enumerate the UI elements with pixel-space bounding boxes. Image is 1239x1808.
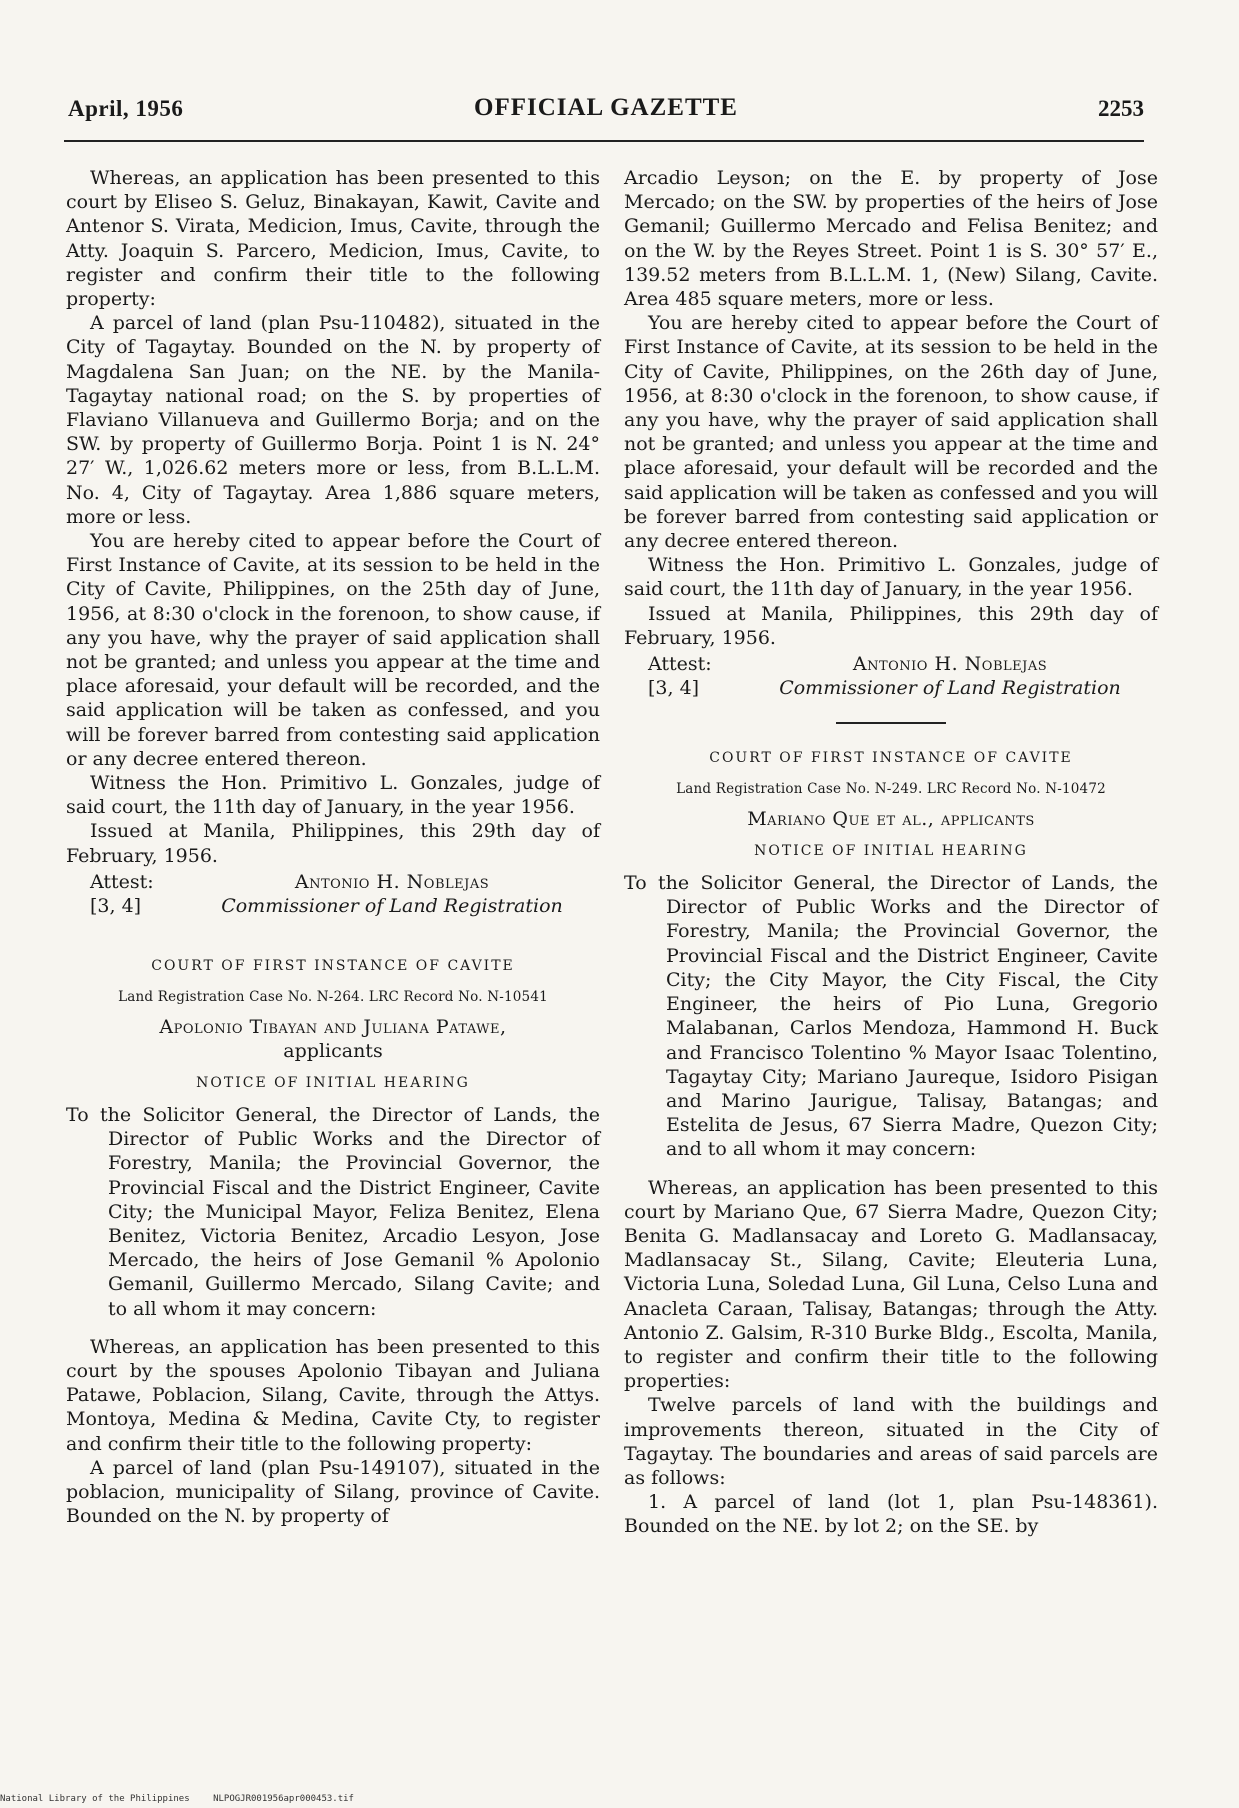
paragraph: 1. A parcel of land (lot 1, plan Psu-148361). Bounded on the NE. by lot 2; on the SE. by [624,1491,1158,1538]
paragraph: Witness the Hon. Primitivo L. Gonzales, judge of said court, the 11th day of January, in the year 1956. [66,772,600,819]
paragraph: You are hereby cited to appear before the Court of First Instance of Cavite, at its session to be held in the City of Cavite, Philippines, on the 26th day of June, 1956, at 8:30 o'clock in the forenoon, to show cause, if any you have, why the prayer of said application shall not be granted; and unless you appear at the time and place aforesaid, your default will be recorded and the said application will be taken as confessed and you will be forever barred from contesting said application or any decree entered thereon. [624,312,1158,553]
footer-library: National Library of the Philippines [0,1794,190,1804]
left-column [66,166,600,1528]
applicants-name: Apolonio Tibayan and Juliana Patawe, [159,1015,507,1038]
attest-label: Attest: [90,870,154,893]
notice-heading: NOTICE OF INITIAL HEARING [754,842,1028,859]
header-title: OFFICIAL GAZETTE [474,94,738,121]
paragraph: Issued at Manila, Philippines, this 29th day of February, 1956. [66,820,600,867]
attest-title: Commissioner of Land Registration [221,895,563,918]
paragraph: A parcel of land (plan Psu-149107), situated in the poblacion, municipality of Silang, province of Cavite. Bounded on the N. by property of [66,1456,600,1528]
page-number: 2253 [1098,96,1144,121]
paragraph: Arcadio Leyson; on the E. by property of Jose Mercado; on the SW. by properties of the heirs of Jose Gemanil; Guillermo Mercado and Felisa Benitez; and on the W. by the Reyes Street. Point 1 is S. 30° 57′ E., 139.52 meters from B.L.L.M. 1, (New) Silang, Cavite. Area 485 square meters, more or less. [624,167,1158,311]
attestation [66,870,600,918]
applicants: Mariano Que et al., applicants [747,807,1035,830]
footer-file: NLPOGJR001956apr000453.tif [213,1794,354,1804]
paragraph: You are hereby cited to appear before the Court of First Instance of Cavite, at its session to be held in the City of Cavite, Philippines, on the 25th day of June, 1956, at 8:30 o'clock in the forenoon, to show cause, if any you have, why the prayer of said application shall not be granted; and unless you appear at the time and place aforesaid, your default will be recorded, and the said application will be taken as confessed, and you will be forever barred from contesting said application or any decree entered thereon. [66,530,600,770]
page-header [68,96,1144,130]
paragraph: Witness the Hon. Primitivo L. Gonzales, judge of said court, the 11th day of January, in the year 1956. [624,554,1158,601]
paragraph: Whereas, an application has been presented to this court by Eliseo S. Geluz, Binakayan, Kawit, Cavite and Antenor S. Virata, Medicion, Imus, Cavite, through the Atty. Joaquin S. Parcero, Medicion, Imus, Cavite, to register and confirm their title to the following property: [66,167,600,311]
attest-ref: [3, 4] [90,895,142,918]
attestation [624,652,1158,700]
paragraph: Twelve parcels of land with the buildings and improvements thereon, situated in the City of Tagaytay. The boundaries and areas of said parcels are as follows: [624,1394,1158,1489]
header-rule [64,140,1144,142]
applicants-word: applicants [283,1039,383,1062]
attest-ref: [3, 4] [648,677,700,700]
applicants [66,1015,600,1063]
right-column [624,166,1158,1539]
header-date: April, 1956 [68,96,184,121]
attest-name: Antonio H. Noblejas [294,870,490,893]
scan-footer [0,1794,372,1804]
case-number: Land Registration Case No. N-264. LRC Record No. N-10541 [118,988,548,1005]
notice-heading: NOTICE OF INITIAL HEARING [196,1074,470,1091]
court-heading: COURT OF FIRST INSTANCE OF CAVITE [709,750,1073,767]
section-divider [836,722,946,724]
paragraph: Issued at Manila, Philippines, this 29th day of February, 1956. [624,602,1158,649]
addressees: To the Solicitor General, the Director of Lands, the Director of Public Works and the Director of Forestry, Manila; the Provincial Governor, the Provincial Fiscal and the District Engineer, Cavite City; the Municipal Mayor, Feliza Benitez, Elena Benitez, Victoria Benitez, Arcadio Lesyon, Jose Mercado, the heirs of Jose Gemanil % Apolonio Gemanil, Guillermo Mercado, Silang Cavite; and to all whom it may concern: [66,1103,600,1320]
attest-title: Commissioner of Land Registration [779,677,1121,700]
attest-name: Antonio H. Noblejas [852,653,1048,676]
paragraph: Whereas, an application has been presented to this court by Mariano Que, 67 Sierra Madre, Quezon City; Benita G. Madlansacay and Loreto G. Madlansacay, Madlansacay St., Silang, Cavite; Eleuteria Luna, Victoria Luna, Soledad Luna, Gil Luna, Celso Luna and Anacleta Caraan, Talisay, Batangas; through the Atty. Antonio Z. Galsim, R-310 Burke Bldg., Escolta, Manila, to register and confirm their title to the following properties: [624,1176,1158,1393]
paragraph: A parcel of land (plan Psu-110482), situated in the City of Tagaytay. Bounded on the N. by property of Magdalena San Juan; on the NE. by the Manila-Tagaytay national road; on the S. by properties of Flaviano Villanueva and Guillermo Borja; and on the SW. by property of Guillermo Borja. Point 1 is N. 24° 27′ W., 1,026.62 meters more or less, from B.L.L.M. No. 4, City of Tagaytay. Area 1,886 square meters, more or less. [66,312,600,528]
case-number: Land Registration Case No. N-249. LRC Record No. N-10472 [676,780,1106,797]
attest-label: Attest: [648,653,712,676]
paragraph: Whereas, an application has been presented to this court by the spouses Apolonio Tibayan and Juliana Patawe, Poblacion, Silang, Cavite, through the Attys. Montoya, Medina & Medina, Cavite Cty, to register and confirm their title to the following property: [66,1335,600,1455]
court-heading: COURT OF FIRST INSTANCE OF CAVITE [151,958,515,975]
addressees: To the Solicitor General, the Director of Lands, the Director of Public Works and the Director of Forestry, Manila; the Provincial Governor, the Provincial Fiscal and the District Engineer, Cavite City; the City Mayor, the City Fiscal, the City Engineer, the heirs of Pio Luna, Gregorio Malabanan, Carlos Mendoza, Hammond H. Buck and Francisco Tolentino % Mayor Isaac Tolentino, Tagaytay City; Mariano Jaureque, Isidoro Pisigan and Marino Jaurigue, Talisay, Batangas; and Estelita de Jesus, 67 Sierra Madre, Quezon City; and to all whom it may concern: [624,872,1158,1161]
